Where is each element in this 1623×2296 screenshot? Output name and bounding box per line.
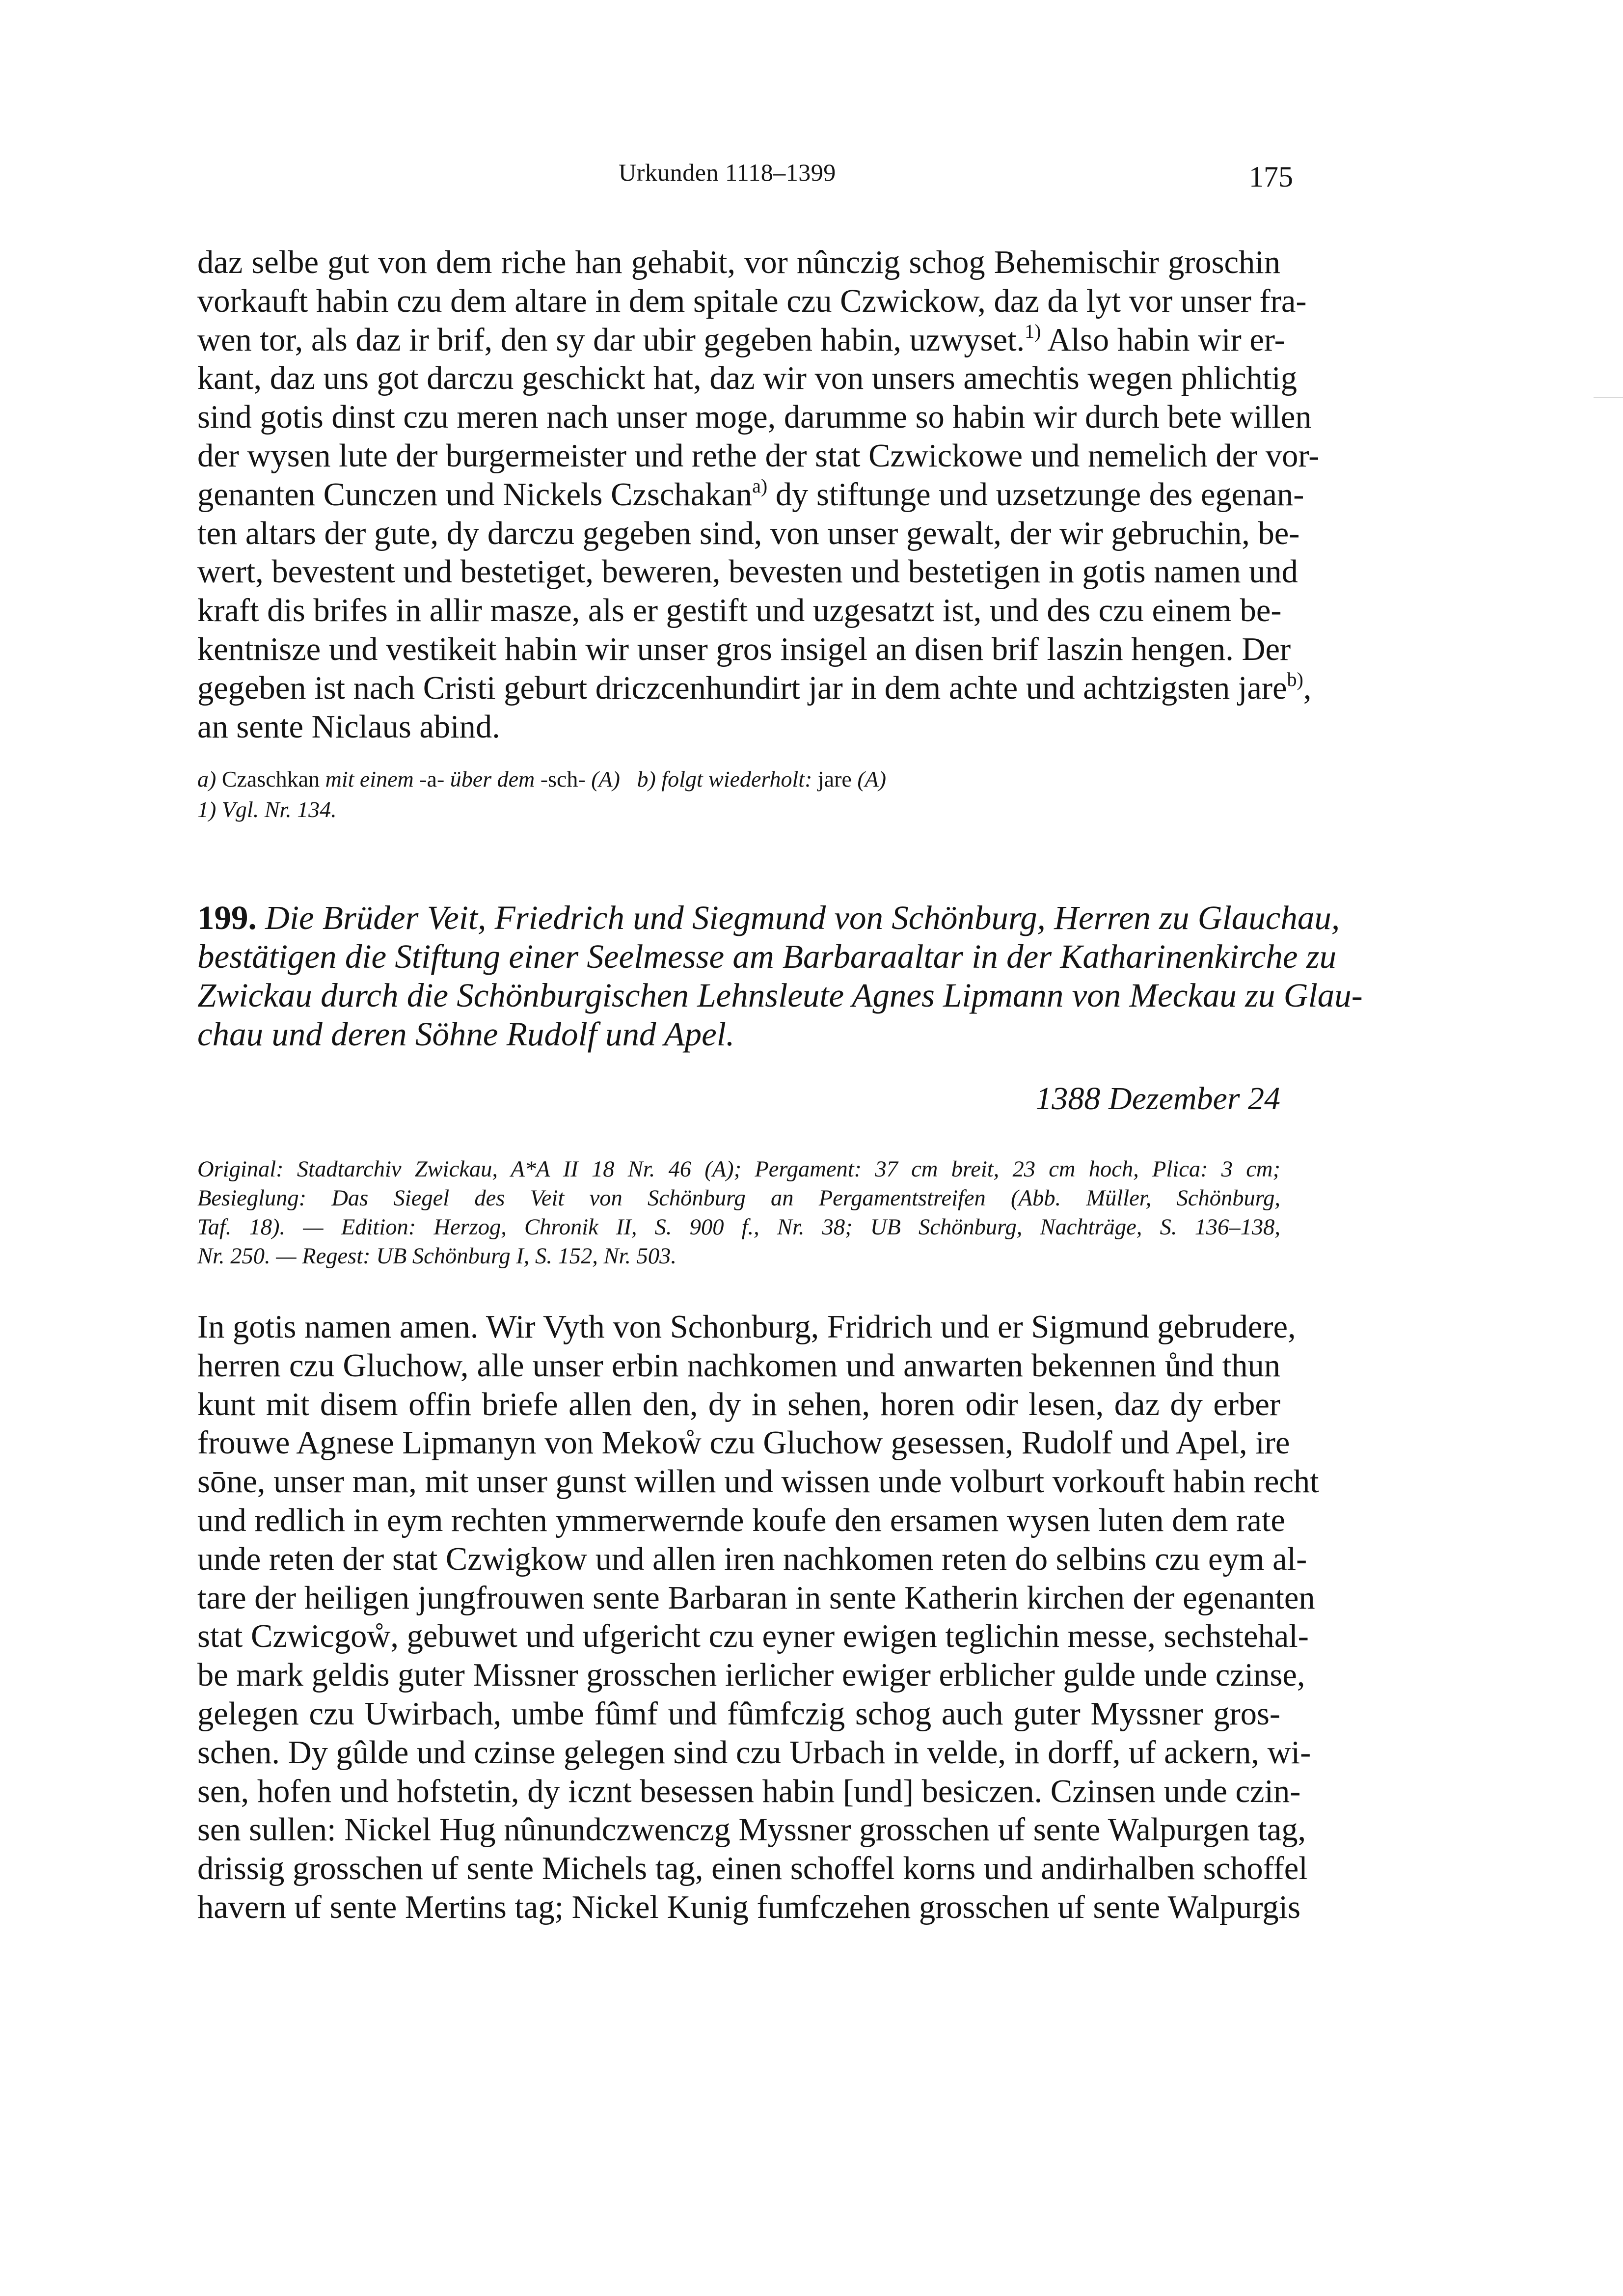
text-line: tare der heiligen jungfrouwen sente Barbaran in sente Katherin kirchen der egenanten (197, 1580, 1315, 1616)
text-line: sind gotis dinst czu meren nach unser moge, darumme so habin wir durch bete willen (197, 399, 1312, 436)
charter-198-footnotes (197, 764, 1280, 825)
text-line: sen sullen: Nickel Hug nûnundczwenczg Myssner grosschen uf sente Walpurgen tag, (197, 1812, 1306, 1848)
heading-line: 199. Die Brüder Veit, Friedrich und Siegmund von Schönburg, Herren zu Glauchau, (197, 899, 1340, 936)
heading-line: Zwickau durch die Schönburgischen Lehnsleute Agnes Lipmann von Meckau zu Glau- (197, 977, 1363, 1014)
footnote-line: a) Czaschkan mit einem -a- über dem -sch- (A) b) folgt wiederholt: jare (A) (197, 766, 887, 792)
text-line: sōne, unser man, mit unser gunst willen und wissen unde volburt vorkouft habin recht (197, 1464, 1319, 1500)
footnote-marker: 1) (1025, 320, 1041, 342)
text-line: kant, daz uns got darczu geschickt hat, daz wir von unsers amechtis wegen phlichtig (197, 360, 1297, 397)
text-line: gegeben ist nach Cristi geburt driczcenhundirt jar in dem achte und achtzigsten jare$^{b)}$, (197, 668, 1312, 706)
text-line: der wysen lute der burgermeister und rethe der stat Czwickowe und nemelich der vor- (197, 437, 1320, 474)
source-line: Original: Stadtarchiv Zwickau, A*A II 18 Nr. 46 (A); Pergament: 37 cm breit, 23 cm hoch, Plica: 3 cm; (197, 1157, 1280, 1182)
text-line: drissig grosschen uf sente Michels tag, einen schoffel korns und andirhalben schoffel (197, 1851, 1308, 1887)
heading-line: bestätigen die Stiftung einer Seelmesse am Barbaraaltar in der Katharinenkirche zu (197, 938, 1337, 975)
text-line: unde reten der stat Czwigkow und allen iren nachkomen reten do selbins czu eym al- (197, 1541, 1307, 1577)
text-line: kunt mit disem offin briefe allen den, dy in sehen, horen odir lesen, daz dy erber (197, 1386, 1280, 1422)
text-line: stat Czwicgoẘ, gebuwet und ufgericht czu eyner ewigen teglichin messe, sechstehal- (197, 1618, 1309, 1655)
charter-date: 1388 Dezember 24 (1035, 1081, 1280, 1117)
text-line: genanten Cunczen und Nickels Czschakan$^{a)}$ dy stiftunge und uzsetzunge des egenan- (197, 474, 1304, 513)
text-line: herren czu Gluchow, alle unser erbin nachkomen und anwarten bekennen ůnd thun (197, 1347, 1280, 1384)
footnote-line: 1) Vgl. Nr. 134. (197, 797, 337, 822)
text-line: be mark geldis guter Missner grosschen ierlicher ewiger erblicher gulde unde czinse, (197, 1657, 1305, 1694)
charter-199-text (197, 1308, 1319, 1927)
charter-number: 199. (197, 899, 257, 936)
charter-199-heading (197, 899, 1363, 1054)
text-line: ten altars der gute, dy darczu gegeben sind, von unser gewalt, der wir gebruchin, be- (197, 515, 1300, 551)
text-line: schen. Dy gûlde und czinse gelegen sind czu Urbach in velde, in dorff, uf ackern, wi- (197, 1734, 1311, 1771)
charter-199-sources (197, 1155, 1280, 1271)
text-line: wert, bevestent und bestetiget, beweren, bevesten und bestetigen in gotis namen und (197, 554, 1298, 590)
text-line: frouwe Agnese Lipmanyn von Mekoẘ czu Gluchow gesessen, Rudolf und Apel, ire (197, 1425, 1290, 1461)
running-title: Urkunden 1118–1399 (619, 159, 836, 186)
text-line: vorkauft habin czu dem altare in dem spitale czu Czwickow, daz da lyt vor unser fra- (197, 283, 1307, 319)
source-line: Taf. 18). — Edition: Herzog, Chronik II, S. 900 f., Nr. 38; UB Schönburg, Nachträge, S. 136–138, (197, 1215, 1280, 1240)
text-line: kentnisze und vestikeit habin wir unser gros insigel an disen brif laszin hengen. Der (197, 631, 1291, 667)
text-line: an sente Niclaus abind. (197, 709, 500, 745)
heading-line: chau und deren Söhne Rudolf und Apel. (197, 1015, 735, 1053)
charter-198-text (197, 244, 1320, 746)
text-line: In gotis namen amen. Wir Vyth von Schonburg, Fridrich und er Sigmund gebrudere, (197, 1309, 1296, 1345)
text-line: und redlich in eym rechten ymmerwernde koufe den ersamen wysen luten dem rate (197, 1502, 1285, 1538)
text-line: gelegen czu Uwirbach, umbe fûmf und fûmfczig schog auch guter Myssner gros- (197, 1695, 1280, 1732)
source-line: Nr. 250. — Regest: UB Schönburg I, S. 152, Nr. 503. (197, 1244, 677, 1269)
text-line: wen tor, als daz ir brif, den sy dar ubir gegeben habin, uzwyset.$^{1)}$ Also habin wir er- (197, 320, 1285, 358)
margin-mark (1594, 397, 1623, 398)
page-number: 175 (1249, 161, 1293, 193)
text-line: daz selbe gut von dem riche han gehabit, vor nûnczig schog Behemischir groschin (197, 245, 1280, 280)
source-line: Besieglung: Das Siegel des Veit von Schönburg an Pergamentstreifen (Abb. Müller, Schönburg, (197, 1186, 1280, 1211)
text-line: kraft dis brifes in allir masze, als er gestift und uzgesatzt ist, und des czu einem be- (197, 593, 1282, 629)
footnote-marker: a) (752, 474, 768, 497)
footnote-marker: b) (1287, 668, 1303, 690)
text-line: havern uf sente Mertins tag; Nickel Kunig fumfczehen grosschen uf sente Walpurgis (197, 1889, 1301, 1925)
text-line: sen, hofen und hofstetin, dy icznt besessen habin [und] besiczen. Czinsen unde czin- (197, 1773, 1301, 1809)
